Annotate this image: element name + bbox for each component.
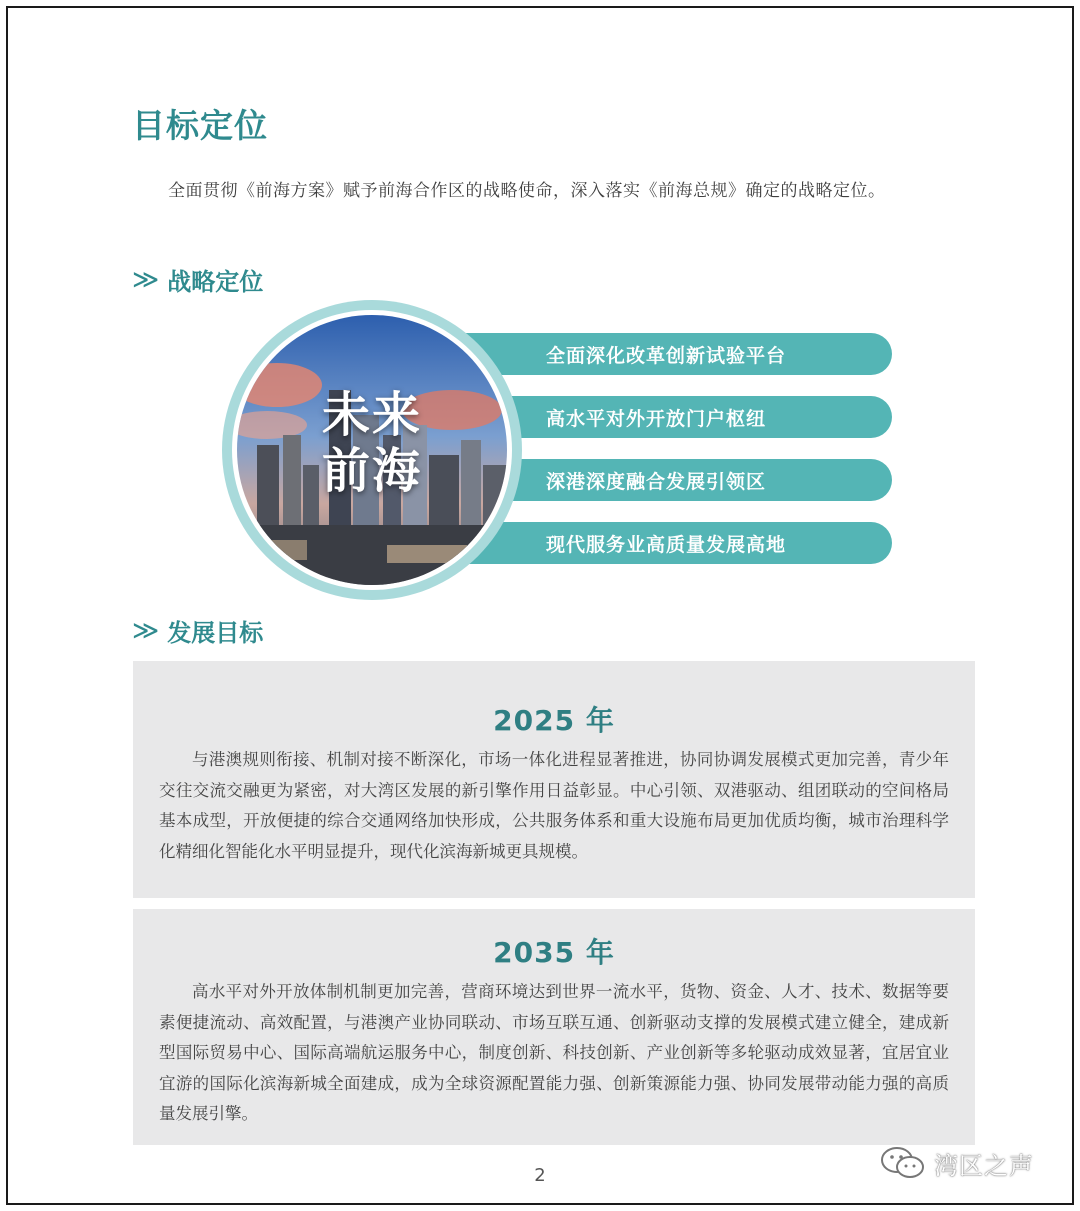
section-heading-goals bbox=[132, 613, 263, 648]
circle-label-line2: 前海 bbox=[321, 443, 422, 499]
goal-year: 2025 年 bbox=[493, 704, 615, 737]
goal-text: 高水平对外开放体制机制更加完善，营商环境达到世界一流水平，货物、资金、人才、技术、数据等要素便捷流动、高效配置，与港澳产业协同联动、市场互联互通、创新驱动支撑的发展模式建立健全，建成新型国际贸易中心、国际高端航运服务中心，制度创新、科技创新、产业创新等多轮驱动成效显著，宜居宜业宜游的国际化滨海新城全面建成，成为全球资源配置能力强、创新策源能力强、协同发展带动能力强的高质量发展引擎。 bbox=[159, 982, 949, 1123]
double-chevron-icon: ≫ bbox=[132, 615, 154, 646]
goal-year: 2035 年 bbox=[493, 936, 615, 969]
section-heading-strategic bbox=[132, 262, 263, 297]
watermark-text: 湾区之声 bbox=[934, 1151, 1034, 1180]
section-heading-strategic-label: 战略定位 bbox=[167, 268, 264, 296]
goal-card-2025 bbox=[133, 661, 975, 898]
circle-label-line1: 未来 bbox=[321, 387, 422, 443]
strategic-item: 全面深化改革创新试验平台 bbox=[420, 333, 892, 375]
city-skyline-image bbox=[237, 315, 507, 585]
page-title: 目标定位 bbox=[132, 106, 268, 145]
strategic-item: 现代服务业高质量发展高地 bbox=[420, 522, 892, 564]
goal-card-2035 bbox=[133, 909, 975, 1145]
section-heading-goals-label: 发展目标 bbox=[167, 619, 264, 647]
goal-text: 与港澳规则衔接、机制对接不断深化，市场一体化进程显著推进，协同协调发展模式更加完善，青少年交往交流交融更为紧密，对大湾区发展的新引擎作用日益彰显。中心引领、双港驱动、组团联动的空间格局基本成型，开放便捷的综合交通网络加快形成，公共服务体系和重大设施布局更加优质均衡，城市治理科学化精细化智能化水平明显提升，现代化滨海新城更具规模。 bbox=[159, 750, 949, 861]
wechat-icon bbox=[880, 1145, 926, 1181]
double-chevron-icon: ≫ bbox=[132, 264, 154, 295]
strategic-item: 高水平对外开放门户枢纽 bbox=[420, 396, 892, 438]
strategic-item: 深港深度融合发展引领区 bbox=[420, 459, 892, 501]
page-number: 2 bbox=[534, 1165, 546, 1186]
circle-label bbox=[237, 387, 507, 499]
watermark bbox=[880, 1145, 1034, 1181]
intro-text: 全面贯彻《前海方案》赋予前海合作区的战略使命，深入落实《前海总规》确定的战略定位。 bbox=[168, 181, 886, 201]
